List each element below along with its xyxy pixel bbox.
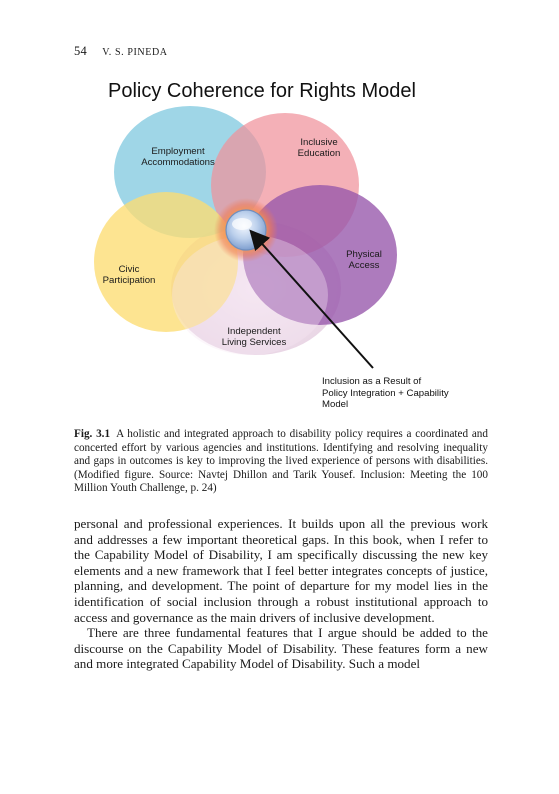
page-number: 54 bbox=[74, 44, 87, 58]
caption-label: Fig. 3.1 bbox=[74, 428, 111, 440]
figure-title: Policy Coherence for Rights Model bbox=[108, 80, 416, 102]
body-text bbox=[74, 516, 488, 672]
body-paragraph: There are three fundamental features that I argue should be added to the discourse on the Capability Model of Disability. These features form a new and more integrated Capability Model of Disability. Such a model bbox=[74, 625, 488, 672]
body-paragraph: personal and professional experiences. It builds upon all the previous work and addresses a few important theoretical gaps. In this book, when I refer to the Capability Model of Disability, I am specifically discussing the new key elements and a new framework that I feel better integrates concepts of justice, planning, and development. The point of departure for my model lies in the identification of social inclusion through a robust institutional approach to access and governance as the main drivers of inclusive development. bbox=[74, 516, 488, 625]
running-head-author: V. S. PINEDA bbox=[102, 47, 168, 58]
core-orb-icon bbox=[226, 210, 266, 250]
label-independent-living-services: Independent Living Services bbox=[221, 326, 287, 349]
figure-caption bbox=[74, 428, 488, 496]
label-physical-access: Physical Access bbox=[346, 249, 382, 272]
label-employment-accommodations: Employment Accommodations bbox=[141, 146, 215, 169]
core-orb-highlight bbox=[232, 218, 252, 230]
caption-text: A holistic and integrated approach to disability policy requires a coordinated and concerted effort by various agencies and institutions. Identifying and resolving inequality and gaps in outcomes is key to improving the lived experience of persons with disabilities. (Modified figure. Source: Navtej Dhillon and Tarik Yousef. Inclusion: Meeting the 100 Million Youth Challenge, p. 24) bbox=[74, 428, 488, 495]
inclusion-annotation: Inclusion as a Result of Policy Integration + Capability Model bbox=[322, 376, 449, 411]
label-civic-participation: Civic Participation bbox=[102, 264, 156, 287]
label-inclusive-education: Inclusive Education bbox=[297, 137, 341, 160]
